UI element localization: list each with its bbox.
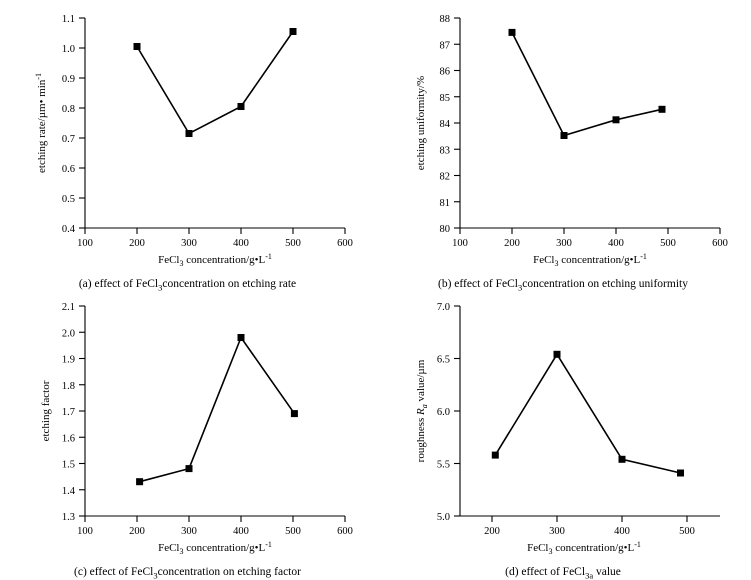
svg-text:500: 500 <box>284 238 301 249</box>
svg-text:500: 500 <box>284 526 301 537</box>
svg-text:400: 400 <box>232 238 249 249</box>
svg-text:1.1: 1.1 <box>61 14 75 25</box>
y-axis-label-a: etching rate/µm• $\min^{-1}$ <box>33 73 48 173</box>
plot-d <box>398 294 728 556</box>
svg-text:100: 100 <box>76 238 93 249</box>
chart-c-svg <box>23 294 353 544</box>
y-axis-a <box>61 14 84 235</box>
svg-text:2.1: 2.1 <box>61 302 75 313</box>
svg-text:FeCl3 concentration/g•L-1: FeCl$_3$ concentration/$g•L^{-1}$ <box>157 540 272 556</box>
svg-text:200: 200 <box>128 238 145 249</box>
svg-text:500: 500 <box>679 526 695 537</box>
svg-text:6.5: 6.5 <box>436 354 450 366</box>
chart-a-svg <box>23 6 353 256</box>
plot-a <box>23 6 353 268</box>
svg-text:200: 200 <box>484 526 500 537</box>
svg-text:600: 600 <box>712 238 728 249</box>
x-axis-title-c-svg <box>23 538 353 556</box>
y-axis-c <box>61 302 84 523</box>
svg-text:500: 500 <box>660 238 676 249</box>
plot-b <box>398 6 728 268</box>
svg-text:84: 84 <box>439 119 450 130</box>
y-axis-label-c: etching factor <box>39 380 52 442</box>
x-axis-title-b-svg <box>398 250 728 268</box>
caption-b-sub: 3 <box>517 282 523 293</box>
svg-text:FeCl3 concentration/g•L-1: FeCl$_3$ concentration/$g•L^{-1}$ <box>157 252 272 268</box>
svg-text:1.4: 1.4 <box>61 485 75 497</box>
panel-a <box>0 0 375 293</box>
svg-text:82: 82 <box>439 171 450 183</box>
caption-a-suffix: concentration on etching rate <box>162 278 297 290</box>
svg-text:400: 400 <box>232 526 249 537</box>
svg-text:300: 300 <box>549 526 565 537</box>
panel-d <box>375 288 751 580</box>
caption-d-prefix: (d) effect of FeCl <box>505 566 586 578</box>
svg-text:6.0: 6.0 <box>436 407 450 418</box>
caption-c-suffix: concentration on etching factor <box>157 566 301 578</box>
svg-text:1.5: 1.5 <box>61 459 75 471</box>
caption-a-sub: 3 <box>158 282 163 293</box>
y-axis-d <box>437 302 460 523</box>
svg-text:100: 100 <box>76 526 93 537</box>
caption-d-suffix2: value <box>593 566 621 578</box>
caption-c-sub: 3 <box>153 570 158 580</box>
caption-b-suffix: concentration on etching uniformity <box>522 278 688 290</box>
svg-text:0.8: 0.8 <box>61 104 75 115</box>
svg-text:87: 87 <box>439 40 450 52</box>
svg-text:0.7: 0.7 <box>61 134 75 145</box>
y-axis-label-d: roughness $R_a$ value/µm <box>415 359 429 463</box>
svg-text:FeCl3 concentration/g•L-1: FeCl$_3$ concentration/$g•L^{-1}$ <box>533 252 647 268</box>
svg-text:600: 600 <box>336 526 353 537</box>
data-markers-b <box>509 29 666 139</box>
panel-c <box>0 288 375 580</box>
series-b <box>512 32 662 135</box>
svg-text:83: 83 <box>439 145 450 157</box>
x-axis-title-d-svg <box>398 538 728 556</box>
x-axis-d <box>484 516 695 537</box>
svg-text:200: 200 <box>128 526 145 537</box>
chart-b-svg <box>398 6 728 256</box>
svg-text:0.4: 0.4 <box>61 224 75 235</box>
series-c <box>139 338 294 482</box>
plot-c <box>23 294 353 556</box>
svg-text:0.6: 0.6 <box>61 164 75 175</box>
caption-d-sub: 3 <box>585 570 590 580</box>
svg-text:2.0: 2.0 <box>61 328 75 340</box>
svg-text:88: 88 <box>439 14 450 25</box>
svg-text:1.8: 1.8 <box>61 380 75 392</box>
svg-text:1.7: 1.7 <box>61 407 75 418</box>
svg-text:85: 85 <box>439 92 450 104</box>
svg-text:0.5: 0.5 <box>61 194 75 205</box>
svg-text:7.0: 7.0 <box>436 302 450 313</box>
svg-text:200: 200 <box>504 238 520 249</box>
caption-b-prefix: (b) effect of FeCl <box>438 278 518 290</box>
caption-c-prefix: (c) effect of FeCl <box>74 566 154 578</box>
svg-text:100: 100 <box>452 238 468 249</box>
chart-d-svg <box>398 294 728 544</box>
svg-text:1.6: 1.6 <box>61 433 75 445</box>
svg-text:300: 300 <box>556 238 572 249</box>
svg-text:400: 400 <box>614 526 630 537</box>
svg-text:5.0: 5.0 <box>436 512 450 523</box>
svg-text:400: 400 <box>608 238 624 249</box>
series-d <box>495 354 680 473</box>
y-axis-b <box>440 14 461 235</box>
x-axis-title-a-svg <box>23 250 353 268</box>
caption-d-sub2: a <box>589 570 594 580</box>
x-axis-b <box>452 228 728 249</box>
caption-a-prefix: (a) effect of FeCl <box>78 278 159 290</box>
series-a <box>137 32 293 134</box>
svg-text:5.5: 5.5 <box>436 459 450 471</box>
y-axis-label-b: etching uniformity/% <box>415 75 427 171</box>
x-axis-a <box>77 228 353 249</box>
svg-text:81: 81 <box>439 197 450 209</box>
svg-text:300: 300 <box>180 526 197 537</box>
x-axis-c <box>77 516 353 537</box>
svg-text:0.9: 0.9 <box>61 74 75 85</box>
svg-text:86: 86 <box>439 66 450 78</box>
svg-text:1.0: 1.0 <box>61 44 75 55</box>
svg-text:300: 300 <box>180 238 197 249</box>
svg-text:80: 80 <box>439 224 450 235</box>
caption-d <box>505 566 621 580</box>
svg-text:1.9: 1.9 <box>61 354 75 366</box>
svg-text:1.3: 1.3 <box>61 512 75 523</box>
svg-text:FeCl3 concentration/g•L-1: FeCl$_3$ concentration/$g•L^{-1}$ <box>527 540 641 556</box>
panel-b <box>375 0 751 293</box>
data-markers-c <box>136 334 298 485</box>
caption-c <box>74 566 301 580</box>
svg-text:600: 600 <box>336 238 353 249</box>
